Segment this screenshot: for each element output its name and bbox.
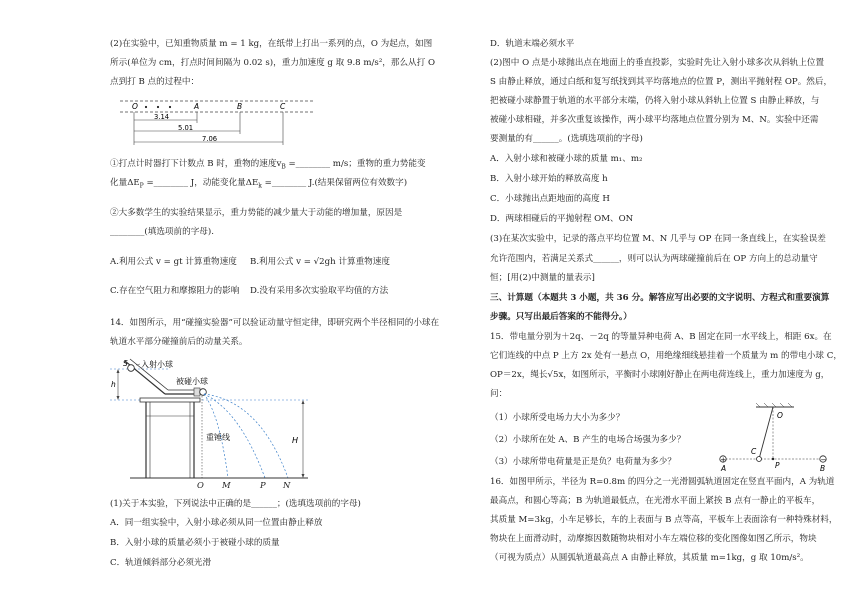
label-p: P <box>775 461 780 470</box>
label-big-h: H <box>292 436 299 445</box>
q2-line2: ________(填选项前的字母). <box>110 227 214 237</box>
q16-line1: 16．如图甲所示，半径为 R=0.8m 的四分之一光滑圆弧轨道固定在竖直平面内，A 为轨道 <box>490 477 835 487</box>
q14-part2-line4: 被碰小球相碰，并多次重复该操作，两小球平均落地点位置分别为 M、N。实验中还需 <box>490 115 819 125</box>
q15-question1: （1）小球所受电场力大小为多少？ <box>490 413 625 423</box>
label-h: h <box>111 380 116 389</box>
plus-sign: + <box>720 456 727 464</box>
p2-intro-line2: 所示(单位为 cm，打点时间间隔为 0.02 s)，重力加速度 g 取 9.8 m/s²，那么从打 O <box>110 58 436 68</box>
q14-option-c: C．轨道倾斜部分必须光滑 <box>110 558 212 568</box>
q15-line2: 它们连线的中点 P 上方 2x 处有一悬点 O，用绝缘细线悬挂着一个质量为 m 的带电小球 C， <box>490 351 842 361</box>
right-column <box>490 0 842 607</box>
q16-line2: 最高点，和圆心等高；B 为轨道最低点，在光滑水平面上紧挨 B 点有一静止的平板车， <box>490 496 821 506</box>
q14-sub1: (1)关于本实验，下列说法中正确的是______；(选填选项前的字母) <box>110 499 361 509</box>
q14-line1: 14．如图所示，用“碰撞实验器”可以验证动量守恒定律，即研究两个半径相同的小球在 <box>110 318 440 328</box>
left-column <box>110 0 445 607</box>
q15-line1: 15．带电量分别为＋2q、－2q 的等量异种电荷 A、B 固定在同一水平线上，相距 6x。在 <box>490 332 832 342</box>
label-incident-ball: 入射小球 <box>141 360 173 369</box>
q1-line2: 化量$\Delta E_P$ =________ J，动能变化量$\Delta E_k$ =________ J.(结果保留两位有效数字) <box>110 178 408 190</box>
label-o: O <box>777 411 783 420</box>
label-point-n: N <box>283 480 291 490</box>
label-b: B <box>820 464 826 473</box>
label-point-o: O <box>197 480 204 490</box>
label-point-m: M <box>222 480 231 490</box>
label-s: S <box>123 359 128 368</box>
q14-part3-line2: 允许范围内，若满足关系式______，则可以认为两球碰撞前后在 OP 方向上的总动量守 <box>490 254 818 264</box>
charge-pendulum-figure <box>718 402 830 474</box>
option-b: B.利用公式 v = √2gh 计算重物速度 <box>250 257 390 267</box>
tape-label-b: B <box>237 102 243 111</box>
label-a: A <box>721 464 727 473</box>
option-c: C.存在空气阻力和摩擦阻力的影响 <box>110 286 240 296</box>
label-point-p: P <box>260 480 266 490</box>
label-c: C <box>751 447 757 456</box>
option-d: D.没有采用多次实验取平均值的方法 <box>250 286 389 296</box>
label-target-ball: 被碰小球 <box>176 377 208 386</box>
tape-dim-oa: 3.14 <box>154 113 170 121</box>
q1-line1: ①打点计时器打下计数点 B 时，重物的速度$v_B$ =________ m/s；重物的重力势能变 <box>110 159 426 171</box>
tape-label-c: C <box>280 102 286 111</box>
p2-intro-line1: (2)在实验中，已知重物质量 m = 1 kg，在纸带上打出一系列的点，O 为起点，如图 <box>110 39 433 49</box>
paper-tape-figure <box>120 99 315 147</box>
q14-part2-line2: S 由静止释放，通过白纸和复写纸找到其平均落地点的位置 P，测出平抛射程 OP。然后， <box>490 77 833 87</box>
q14-part2-line3: 把被碰小球静置于轨道的水平部分末端，仍将入射小球从斜轨上位置 S 由静止释放，与 <box>490 96 820 106</box>
tape-label-o: O <box>132 102 138 111</box>
minus-sign: − <box>820 456 827 464</box>
q14-part2-option-a: A．入射小球和被碰小球的质量 m₁、m₂ <box>490 154 643 164</box>
section3-heading-line1: 三、计算题（本题共 3 小题，共 36 分。解答应写出必要的文字说明、方程式和重要演算 <box>490 293 830 303</box>
q14-option-d: D．轨道末端必须水平 <box>490 39 575 49</box>
q14-option-b: B．入射小球的质量必须小于被碰小球的质量 <box>110 538 280 548</box>
q2-line1: ②大多数学生的实验结果显示，重力势能的减少量大于动能的增加量，原因是 <box>110 208 403 218</box>
q15-question3: （3）小球所带电荷量是正是负？电荷量为多少？ <box>490 457 676 467</box>
q14-part3-line1: (3)在某次实验中，记录的落点平均位置 M、N 几乎与 OP 在同一条直线上，在实验误差 <box>490 234 826 244</box>
section3-heading-line2: 步骤。只写出最后答案的不能得分。） <box>490 312 632 322</box>
q14-part2-option-c: C．小球抛出点距地面的高度 H <box>490 194 610 204</box>
tape-dim-ob: 5.01 <box>178 124 194 132</box>
option-a: A.利用公式 v = gt 计算重物速度 <box>110 257 237 267</box>
q16-line3: 其质量 M=3kg，小车足够长，车的上表面与 B 点等高，平板车上表面涂有一种特殊材料， <box>490 515 838 525</box>
q14-option-a: A．同一组实验中，入射小球必须从同一位置由静止释放 <box>110 518 323 528</box>
q14-part2-line5: 要测量的有______。(选填选项前的字母) <box>490 134 643 144</box>
q14-line2: 轨道水平部分碰撞前后的动量关系。 <box>110 337 248 347</box>
q15-question2: （2）小球所在处 A、B 产生的电场合场强为多少？ <box>490 435 686 445</box>
q16-line5: （可视为质点）从圆弧轨道最高点 A 由静止释放，其质量 m=1kg，g 取 10m/s²。 <box>490 553 809 563</box>
q14-part3-line3: 恒；[用(2)中测量的量表示] <box>490 273 595 283</box>
q15-line4: 问： <box>490 389 508 399</box>
q15-line3: OP＝2x，绳长√5x，如图所示，平衡时小球刚好静止在两电荷连线上，重力加速度为 g， <box>490 370 830 380</box>
p2-intro-line3: 点到打 B 点的过程中： <box>110 77 200 87</box>
q14-part2-option-b: B．入射小球开始的释放高度 h <box>490 174 608 184</box>
tape-label-a: A <box>194 102 200 111</box>
collision-apparatus-figure <box>110 356 310 481</box>
label-plumb-line: 重锤线 <box>206 433 230 442</box>
q16-line4: 物块在上面滑动时，动摩擦因数随物块相对小车左端位移的变化图像如图乙所示，物块 <box>490 534 817 544</box>
q14-part2-line1: (2)图中 O 点是小球抛出点在地面上的垂直投影，实验时先让入射小球多次从斜轨上位置 <box>490 58 825 68</box>
tape-dim-oc: 7.06 <box>202 135 218 143</box>
q14-part2-option-d: D．两球相碰后的平抛射程 OM、ON <box>490 214 634 224</box>
